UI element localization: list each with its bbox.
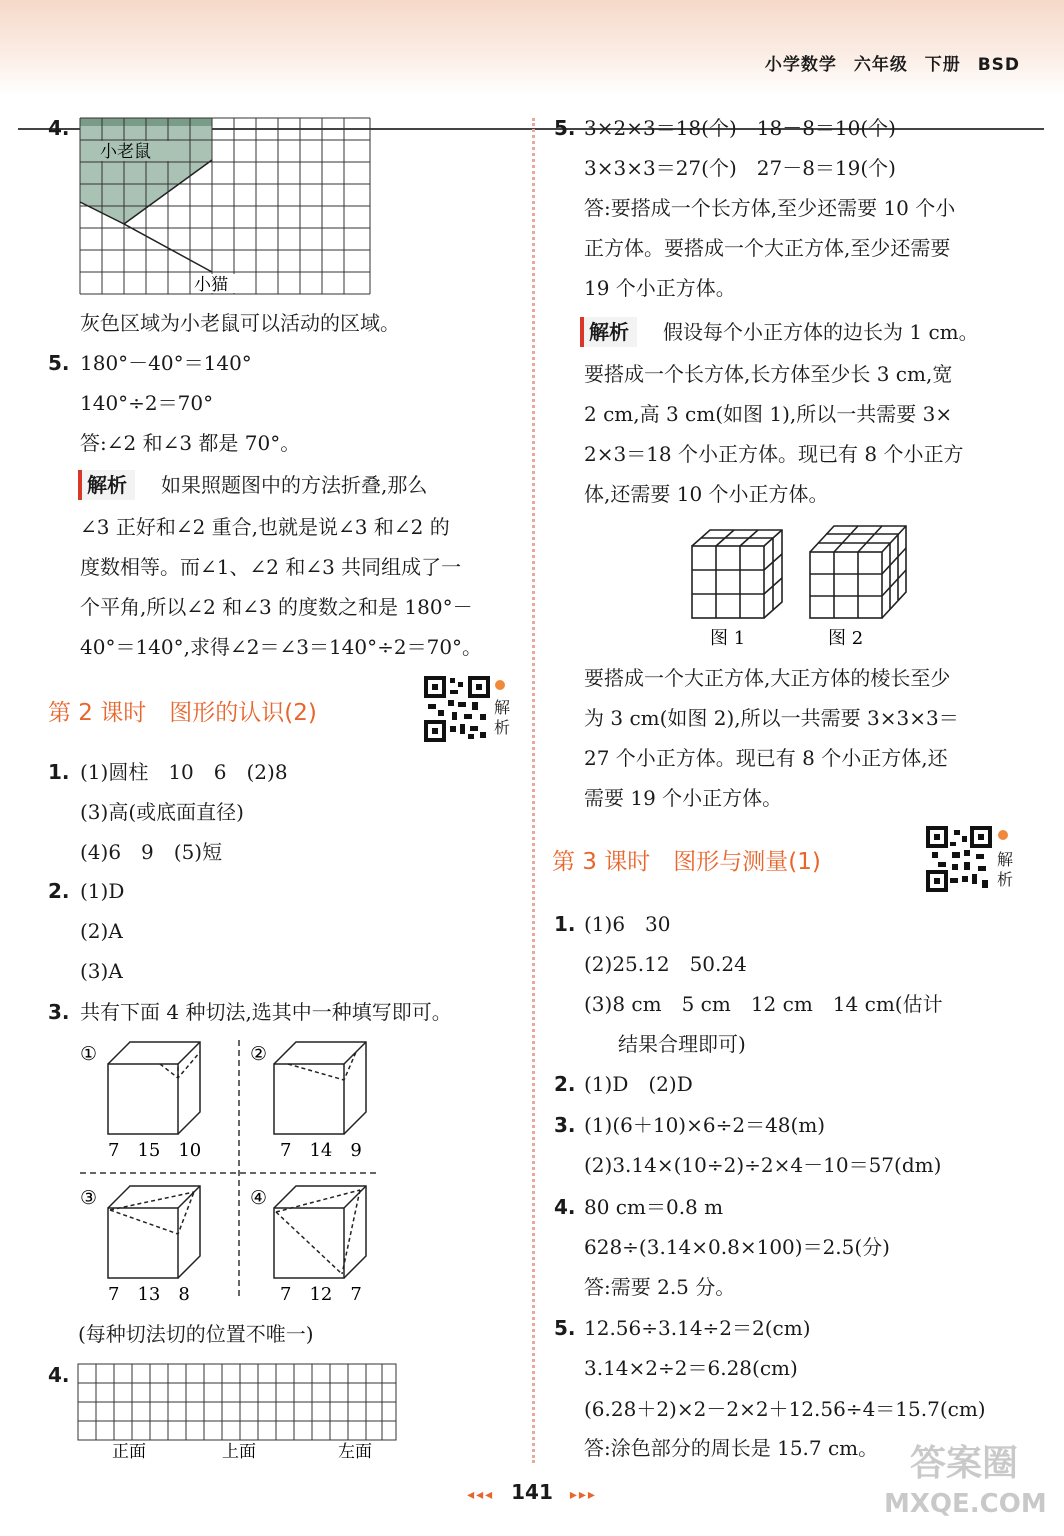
right-q5-line-1: 3×2×3＝18(个) 18－8＝10(个) bbox=[584, 116, 896, 140]
figure-2-cube bbox=[810, 526, 906, 618]
s2-q3-number: 3. bbox=[48, 1000, 70, 1024]
qr-play-dot bbox=[495, 680, 505, 690]
s2-q3-line: 共有下面 4 种切法,选其中一种填写即可。 bbox=[80, 1000, 452, 1024]
figure-2-label: 图 2 bbox=[828, 628, 864, 649]
figure-1-cuboid bbox=[692, 530, 782, 618]
mouse-label: 小老鼠 bbox=[100, 142, 151, 162]
left-analysis-line-4: 个平角,所以∠2 和∠3 的度数之和是 180°－ bbox=[80, 595, 473, 619]
three-views-grid bbox=[76, 1360, 406, 1460]
page-footer bbox=[0, 1480, 1064, 1504]
right-q5-line-5: 19 个小正方体。 bbox=[584, 276, 736, 300]
s3-q4-line-1: 80 cm＝0.8 m bbox=[584, 1195, 724, 1219]
cut-separators bbox=[80, 1040, 376, 1298]
s3-q1-number: 1. bbox=[554, 912, 576, 936]
prev-arrows-icon: ◂◂◂ bbox=[467, 1487, 495, 1503]
qr-play-dot-2 bbox=[998, 830, 1008, 840]
mouse-cat-grid bbox=[78, 114, 378, 304]
left-analysis-line-3: 度数相等。而∠1、∠2 和∠3 共同组成了一 bbox=[80, 555, 462, 579]
right-analysis-line-3: 2 cm,高 3 cm(如图 1),所以一共需要 3× bbox=[584, 402, 953, 426]
view-label-front: 正面 bbox=[112, 1442, 146, 1460]
left-q5-line-1: 180°－40°＝140° bbox=[80, 351, 252, 375]
s3-q3-number: 3. bbox=[554, 1113, 576, 1137]
left-analysis-line-5: 40°＝140°,求得∠2＝∠3＝140°÷2＝70°。 bbox=[80, 635, 483, 659]
s2-q2-line-1: (1)D bbox=[80, 879, 125, 903]
header-code: BSD bbox=[977, 55, 1020, 75]
s3-q5-number: 5. bbox=[554, 1316, 576, 1340]
s3-q5-line-1: 12.56÷3.14÷2＝2(cm) bbox=[584, 1316, 811, 1340]
left-q4-answer: 灰色区域为小老鼠可以活动的区域。 bbox=[80, 311, 400, 335]
view-label-top: 上面 bbox=[222, 1442, 256, 1460]
right-q5-number: 5. bbox=[554, 116, 576, 140]
qr-label-lesson-3: 解析 bbox=[996, 850, 1013, 889]
right-analysis-line-4: 2×3＝18 个小正方体。现已有 8 个小正方 bbox=[584, 442, 964, 466]
header-subject: 小学数学 bbox=[764, 55, 837, 75]
s3-q2-line: (1)D (2)D bbox=[584, 1072, 693, 1096]
s2-q2-line-3: (3)A bbox=[80, 959, 123, 983]
left-q5-number: 5. bbox=[48, 351, 70, 375]
s2-q1-number: 1. bbox=[48, 760, 70, 784]
view-label-left: 左面 bbox=[338, 1442, 372, 1460]
s3-q1-line-1: (1)6 30 bbox=[584, 912, 671, 936]
s3-q1-line-2: (2)25.12 50.24 bbox=[584, 952, 747, 976]
right-analysis-line-1: 假设每个小正方体的边长为 1 cm。 bbox=[663, 320, 979, 344]
right-analysis-line-2: 要搭成一个长方体,长方体至少长 3 cm,宽 bbox=[584, 362, 953, 386]
analysis-tag-right: 解析 bbox=[580, 317, 637, 347]
header-grade: 六年级 bbox=[853, 55, 908, 75]
s2-q2-line-2: (2)A bbox=[80, 919, 123, 943]
cube-4 bbox=[274, 1186, 366, 1278]
s2-q1-line-3: (4)6 9 (5)短 bbox=[80, 840, 223, 864]
s3-q1-line-3: (3)8 cm 5 cm 12 cm 14 cm(估计 bbox=[584, 992, 943, 1016]
s3-q5-line-3: (6.28＋2)×2－2×2＋12.56÷4＝15.7(cm) bbox=[584, 1397, 986, 1421]
cat-label: 小猫 bbox=[194, 275, 228, 295]
left-analysis-line-2: ∠3 正好和∠2 重合,也就是说∠3 和∠2 的 bbox=[80, 515, 450, 539]
left-analysis-line-1: 如果照题图中的方法折叠,那么 bbox=[161, 473, 428, 497]
s2-q1-line-1: (1)圆柱 10 6 (2)8 bbox=[80, 760, 288, 784]
analysis-tag: 解析 bbox=[78, 470, 135, 500]
cuboid-figures bbox=[688, 522, 948, 652]
right-analysis-first-line bbox=[580, 312, 979, 352]
left-analysis-first-line bbox=[78, 465, 427, 505]
right-analysis2-line-2: 为 3 cm(如图 2),所以一共需要 3×3×3＝ bbox=[584, 706, 959, 730]
qr-code-icon[interactable] bbox=[424, 676, 490, 742]
s3-q3-line-1: (1)(6＋10)×6÷2＝48(m) bbox=[584, 1113, 826, 1137]
right-analysis2-line-4: 需要 19 个小正方体。 bbox=[584, 786, 783, 810]
cut-2-mark: ② bbox=[250, 1043, 268, 1065]
cut-3-mark: ③ bbox=[80, 1187, 98, 1209]
s2-q1-line-2: (3)高(或底面直径) bbox=[80, 800, 244, 824]
cut-note: (每种切法切的位置不唯一) bbox=[78, 1322, 314, 1346]
s2-q4-number: 4. bbox=[48, 1363, 70, 1387]
page-number: 141 bbox=[511, 1480, 553, 1504]
next-arrows-icon: ▸▸▸ bbox=[569, 1487, 597, 1503]
cut-1-values: 7 15 10 bbox=[108, 1140, 202, 1161]
watermark-text: 答案圈 bbox=[909, 1443, 1018, 1484]
figure-1-label: 图 1 bbox=[710, 628, 746, 649]
s3-q4-line-2: 628÷(3.14×0.8×100)＝2.5(分) bbox=[584, 1235, 890, 1259]
section-title-lesson-2: 第 2 课时 图形的认识(2) bbox=[48, 700, 317, 726]
right-q5-line-2: 3×3×3＝27(个) 27－8＝19(个) bbox=[584, 156, 896, 180]
s3-q5-line-4: 答:涂色部分的周长是 15.7 cm。 bbox=[584, 1436, 879, 1460]
cube-1 bbox=[108, 1042, 200, 1134]
qr-code-icon-2[interactable] bbox=[926, 826, 992, 892]
right-q5-line-3: 答:要搭成一个长方体,至少还需要 10 个小 bbox=[584, 196, 956, 220]
cut-diagrams bbox=[74, 1036, 384, 1306]
right-analysis-line-5: 体,还需要 10 个小正方体。 bbox=[584, 482, 829, 506]
left-q4-number: 4. bbox=[48, 116, 70, 140]
left-q5-line-2: 140°÷2＝70° bbox=[80, 391, 214, 415]
right-analysis2-line-1: 要搭成一个大正方体,大正方体的棱长至少 bbox=[584, 666, 951, 690]
right-column bbox=[532, 0, 1064, 1536]
watermark-url: MXQE.COM bbox=[884, 1489, 1047, 1519]
cut-4-mark: ④ bbox=[250, 1187, 268, 1209]
s3-q1-line-4: 结果合理即可) bbox=[618, 1032, 746, 1056]
cut-3-values: 7 13 8 bbox=[108, 1284, 190, 1305]
cut-2-values: 7 14 9 bbox=[280, 1140, 362, 1161]
left-q5-line-3: 答:∠2 和∠3 都是 70°。 bbox=[80, 431, 301, 455]
cube-2 bbox=[274, 1042, 366, 1134]
right-q5-line-4: 正方体。要搭成一个大正方体,至少还需要 bbox=[584, 236, 951, 260]
s3-q4-line-3: 答:需要 2.5 分。 bbox=[584, 1275, 736, 1299]
cut-4-values: 7 12 7 bbox=[280, 1284, 362, 1305]
s3-q5-line-2: 3.14×2÷2＝6.28(cm) bbox=[584, 1356, 798, 1380]
s3-q2-number: 2. bbox=[554, 1072, 576, 1096]
cube-3 bbox=[108, 1186, 200, 1278]
s3-q3-line-2: (2)3.14×(10÷2)÷2×4－10＝57(dm) bbox=[584, 1153, 942, 1177]
s2-q2-number: 2. bbox=[48, 879, 70, 903]
section-title-lesson-3: 第 3 课时 图形与测量(1) bbox=[552, 849, 821, 875]
qr-label-lesson-2: 解析 bbox=[493, 698, 510, 737]
right-analysis2-line-3: 27 个小正方体。现已有 8 个小正方体,还 bbox=[584, 746, 948, 770]
header-term: 下册 bbox=[924, 55, 961, 75]
s3-q4-number: 4. bbox=[554, 1195, 576, 1219]
cut-1-mark: ① bbox=[80, 1043, 98, 1065]
